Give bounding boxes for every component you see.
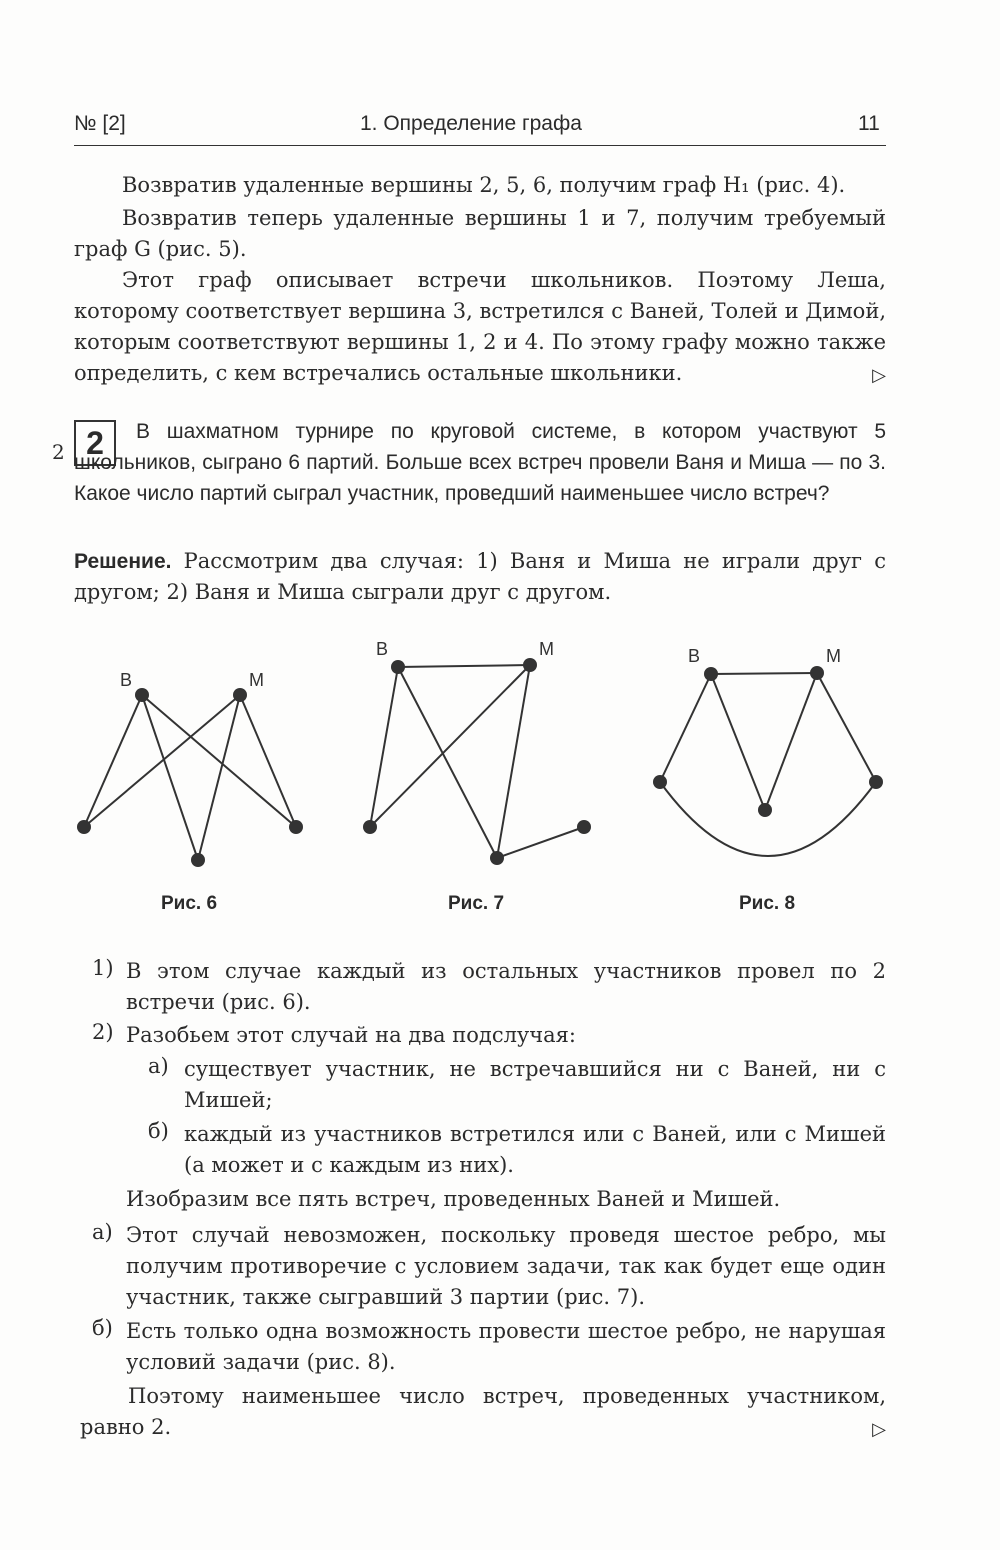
fig7-edge: [398, 667, 497, 858]
fig6-vertex-v: [135, 688, 149, 702]
list-marker-1: 1): [92, 956, 114, 980]
fig6-edge: [198, 695, 240, 860]
sublist-marker-a: а): [148, 1054, 169, 1078]
problem-text: В шахматном турнире по круговой системе, в котором участвуют 5 школьников, сыграно 6 партий. Больше всех встреч провели Ваня и Миша — по 3. Какое число партий сыграл участник, проведший наименьшее число встреч?: [74, 420, 886, 505]
figure-6: [84, 695, 296, 860]
header-section: № [2]: [74, 112, 126, 135]
solution-label: Решение.: [74, 550, 172, 573]
list-item-2: Разобьем этот случай на два подслучая:: [126, 1023, 577, 1047]
fig7-edge: [497, 827, 584, 858]
solution-paragraph: [74, 546, 886, 608]
case-item-b: Есть только одна возможность провести шестое ребро, не нарушая условий задачи (рис. 8).: [126, 1319, 886, 1374]
conclusion-paragraph: [80, 1381, 886, 1445]
fig8-vertex: [869, 775, 883, 789]
figure-7: [370, 665, 584, 858]
case-marker-a: а): [92, 1220, 113, 1244]
fig8-edge: [711, 673, 817, 674]
fig8-vertex: [758, 803, 772, 817]
fig8-label-v: В: [688, 646, 701, 666]
fig6-label-m: М: [249, 670, 264, 690]
fig7-vertex-v: [391, 660, 405, 674]
solution-text: Рассмотрим два случая: 1) Ваня и Миша не играли друг с другом; 2) Ваня и Миша сыграли друг с другом.: [74, 549, 886, 604]
fig6-label-v: В: [120, 670, 133, 690]
fig7-vertex: [363, 820, 377, 834]
fig6-vertex: [289, 820, 303, 834]
conclusion-text: Поэтому наименьшее число встреч, проведенных участником, равно 2.: [80, 1384, 886, 1439]
list-item-1: В этом случае каждый из остальных участников провел по 2 встречи (рис. 6).: [126, 959, 886, 1014]
fig8-vertex-v: [704, 667, 718, 681]
paragraph-2: Возвратив теперь удаленные вершины 1 и 7, получим требуемый граф G (рис. 5).: [74, 206, 886, 261]
fig6-edge: [240, 695, 296, 827]
end-of-solution-icon: ▷: [872, 1419, 886, 1440]
sublist-marker-b: б): [148, 1119, 169, 1143]
fig8-edge: [817, 673, 876, 782]
fig8-edge: [660, 674, 711, 782]
fig7-label-v: В: [376, 639, 389, 659]
case-marker-b: б): [92, 1316, 113, 1340]
header-rule: [74, 145, 886, 146]
fig6-vertex: [77, 820, 91, 834]
fig8-vertex-m: [810, 666, 824, 680]
fig6-vertex: [191, 853, 205, 867]
list-marker-2: 2): [92, 1020, 114, 1044]
margin-number: 2: [52, 440, 65, 464]
header-title: 1. Определение графа: [360, 112, 582, 135]
paragraph-1: Возвратив удаленные вершины 2, 5, 6, получим граф H₁ (рис. 4).: [122, 173, 846, 197]
sublist-item-b: каждый из участников встретился или с Ваней, или с Мишей (а может и с каждым из них).: [184, 1122, 886, 1177]
case-item-a: Этот случай невозможен, поскольку проведя шестое ребро, мы получим противоречие с условием задачи, так как будет еще один участник, также сыгравший 3 партии (рис. 7).: [126, 1223, 886, 1309]
fig7-vertex: [577, 820, 591, 834]
end-of-proof-icon: ▷: [872, 365, 886, 386]
paragraph-3-text: Этот граф описывает встречи школьников. Поэтому Леша, которому соответствует вершина 3, встретился с Ваней, Толей и Димой, которым соответствуют вершины 1, 2 и 4. По этому графу можно также определить, с кем встречались остальные школьники.: [74, 268, 886, 385]
fig7-vertex-m: [523, 658, 537, 672]
fig6-edge: [84, 695, 240, 827]
fig8-edge-arc: [660, 782, 876, 856]
sublist-item-a: существует участник, не встречавшийся ни с Ваней, ни с Мишей;: [184, 1057, 886, 1112]
fig6-vertex-m: [233, 688, 247, 702]
fig8-caption: Рис. 8: [739, 893, 796, 914]
problem-number-box: 2: [74, 420, 116, 466]
fig7-vertex: [490, 851, 504, 865]
middle-paragraph: Изобразим все пять встреч, проведенных Ваней и Мишей.: [126, 1187, 781, 1211]
fig7-label-m: М: [539, 639, 554, 659]
fig6-caption: Рис. 6: [161, 893, 218, 914]
fig8-label-m: М: [826, 646, 841, 666]
fig7-edge: [398, 665, 530, 667]
fig8-edge: [765, 673, 817, 810]
fig6-edge: [84, 695, 142, 827]
page-number: 11: [858, 112, 880, 135]
fig8-edge: [711, 674, 765, 810]
figures-svg: [0, 620, 1000, 890]
paragraph-3: [74, 265, 886, 391]
fig7-caption: Рис. 7: [448, 893, 505, 914]
fig8-vertex: [653, 775, 667, 789]
figure-8: [660, 673, 876, 856]
